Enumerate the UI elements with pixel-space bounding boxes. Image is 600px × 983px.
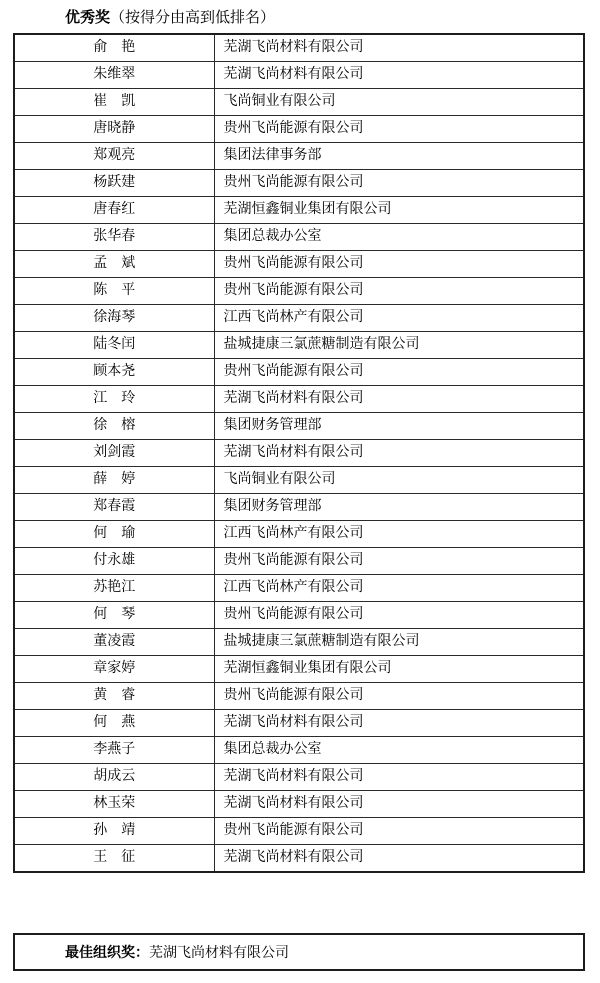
table-row — [14, 359, 584, 386]
table-row — [14, 764, 584, 791]
awardee-org: 集团总裁办公室 — [214, 737, 584, 764]
awardee-name: 李燕子 — [14, 737, 214, 764]
awardee-name: 张华春 — [14, 224, 214, 251]
awardee-org: 贵州飞尚能源有限公司 — [214, 116, 584, 143]
best-organization-label: 最佳组织奖： — [65, 946, 149, 961]
table-row — [14, 197, 584, 224]
awardee-org: 贵州飞尚能源有限公司 — [214, 170, 584, 197]
awardee-org: 贵州飞尚能源有限公司 — [214, 602, 584, 629]
award-title-text: 优秀奖 — [65, 10, 111, 26]
table-row — [14, 440, 584, 467]
awardee-name: 何 琴 — [14, 602, 214, 629]
awardee-org: 贵州飞尚能源有限公司 — [214, 278, 584, 305]
awardee-org: 江西飞尚林产有限公司 — [214, 575, 584, 602]
awardee-name: 顾本尧 — [14, 359, 214, 386]
table-row — [14, 791, 584, 818]
awardee-name: 孙 靖 — [14, 818, 214, 845]
awardee-org: 飞尚铜业有限公司 — [214, 89, 584, 116]
awardee-org: 芜湖飞尚材料有限公司 — [214, 791, 584, 818]
awardee-name: 郑春霞 — [14, 494, 214, 521]
awardee-org: 贵州飞尚能源有限公司 — [214, 359, 584, 386]
table-row — [14, 629, 584, 656]
awardee-org: 芜湖飞尚材料有限公司 — [214, 34, 584, 62]
award-winners-table — [13, 33, 585, 873]
awardee-name: 王 征 — [14, 845, 214, 873]
awardee-name: 董凌霞 — [14, 629, 214, 656]
awardee-name: 薛 婷 — [14, 467, 214, 494]
awardee-org: 集团财务管理部 — [214, 413, 584, 440]
page-title — [65, 8, 275, 28]
awardee-name: 朱维翠 — [14, 62, 214, 89]
awardee-name: 郑观亮 — [14, 143, 214, 170]
awardee-name: 付永雄 — [14, 548, 214, 575]
table-row — [14, 332, 584, 359]
awardee-name: 杨跃建 — [14, 170, 214, 197]
best-organization-value: 芜湖飞尚材料有限公司 — [149, 946, 289, 961]
awardee-org: 芜湖飞尚材料有限公司 — [214, 440, 584, 467]
awardee-org: 芜湖恒鑫铜业集团有限公司 — [214, 197, 584, 224]
table-row — [14, 143, 584, 170]
awardee-org: 贵州飞尚能源有限公司 — [214, 251, 584, 278]
table-row — [14, 494, 584, 521]
table-row — [14, 386, 584, 413]
table-row — [14, 845, 584, 873]
awardee-org: 集团总裁办公室 — [214, 224, 584, 251]
awardee-name: 刘剑霞 — [14, 440, 214, 467]
awardee-name: 何 燕 — [14, 710, 214, 737]
table-row — [14, 737, 584, 764]
table-row — [14, 251, 584, 278]
table-row — [14, 710, 584, 737]
award-winners-table-body — [14, 34, 584, 872]
table-row — [14, 818, 584, 845]
awardee-org: 贵州飞尚能源有限公司 — [214, 683, 584, 710]
awardee-org: 芜湖恒鑫铜业集团有限公司 — [214, 656, 584, 683]
table-row — [14, 89, 584, 116]
awardee-org: 芜湖飞尚材料有限公司 — [214, 764, 584, 791]
awardee-name: 章家婷 — [14, 656, 214, 683]
best-organization-box — [13, 933, 585, 971]
awardee-org: 集团财务管理部 — [214, 494, 584, 521]
awardee-org: 盐城捷康三氯蔗糖制造有限公司 — [214, 629, 584, 656]
table-row — [14, 656, 584, 683]
awardee-name: 唐春红 — [14, 197, 214, 224]
awardee-org: 贵州飞尚能源有限公司 — [214, 548, 584, 575]
table-row — [14, 548, 584, 575]
awardee-org: 江西飞尚林产有限公司 — [214, 305, 584, 332]
table-row — [14, 575, 584, 602]
awardee-name: 陆冬闰 — [14, 332, 214, 359]
awardee-name: 唐晓静 — [14, 116, 214, 143]
awardee-name: 孟 斌 — [14, 251, 214, 278]
awardee-name: 林玉荣 — [14, 791, 214, 818]
table-row — [14, 34, 584, 62]
table-row — [14, 683, 584, 710]
awardee-name: 陈 平 — [14, 278, 214, 305]
table-row — [14, 278, 584, 305]
table-row — [14, 602, 584, 629]
table-row — [14, 521, 584, 548]
awardee-org: 飞尚铜业有限公司 — [214, 467, 584, 494]
awardee-org: 贵州飞尚能源有限公司 — [214, 818, 584, 845]
awardee-name: 何 瑜 — [14, 521, 214, 548]
table-row — [14, 170, 584, 197]
awardee-name: 俞 艳 — [14, 34, 214, 62]
table-row — [14, 224, 584, 251]
awardee-name: 江 玲 — [14, 386, 214, 413]
table-row — [14, 305, 584, 332]
awardee-name: 胡成云 — [14, 764, 214, 791]
awardee-org: 盐城捷康三氯蔗糖制造有限公司 — [214, 332, 584, 359]
award-title-note: （按得分由高到低排名） — [110, 10, 276, 26]
awardee-org: 芜湖飞尚材料有限公司 — [214, 62, 584, 89]
table-row — [14, 413, 584, 440]
table-row — [14, 116, 584, 143]
table-row — [14, 467, 584, 494]
table-row — [14, 62, 584, 89]
awardee-name: 苏艳江 — [14, 575, 214, 602]
awardee-name: 徐海琴 — [14, 305, 214, 332]
awardee-name: 崔 凯 — [14, 89, 214, 116]
awardee-org: 集团法律事务部 — [214, 143, 584, 170]
awardee-org: 芜湖飞尚材料有限公司 — [214, 710, 584, 737]
awardee-name: 黄 睿 — [14, 683, 214, 710]
awardee-org: 江西飞尚林产有限公司 — [214, 521, 584, 548]
awardee-org: 芜湖飞尚材料有限公司 — [214, 845, 584, 873]
awardee-org: 芜湖飞尚材料有限公司 — [214, 386, 584, 413]
awardee-name: 徐 榕 — [14, 413, 214, 440]
